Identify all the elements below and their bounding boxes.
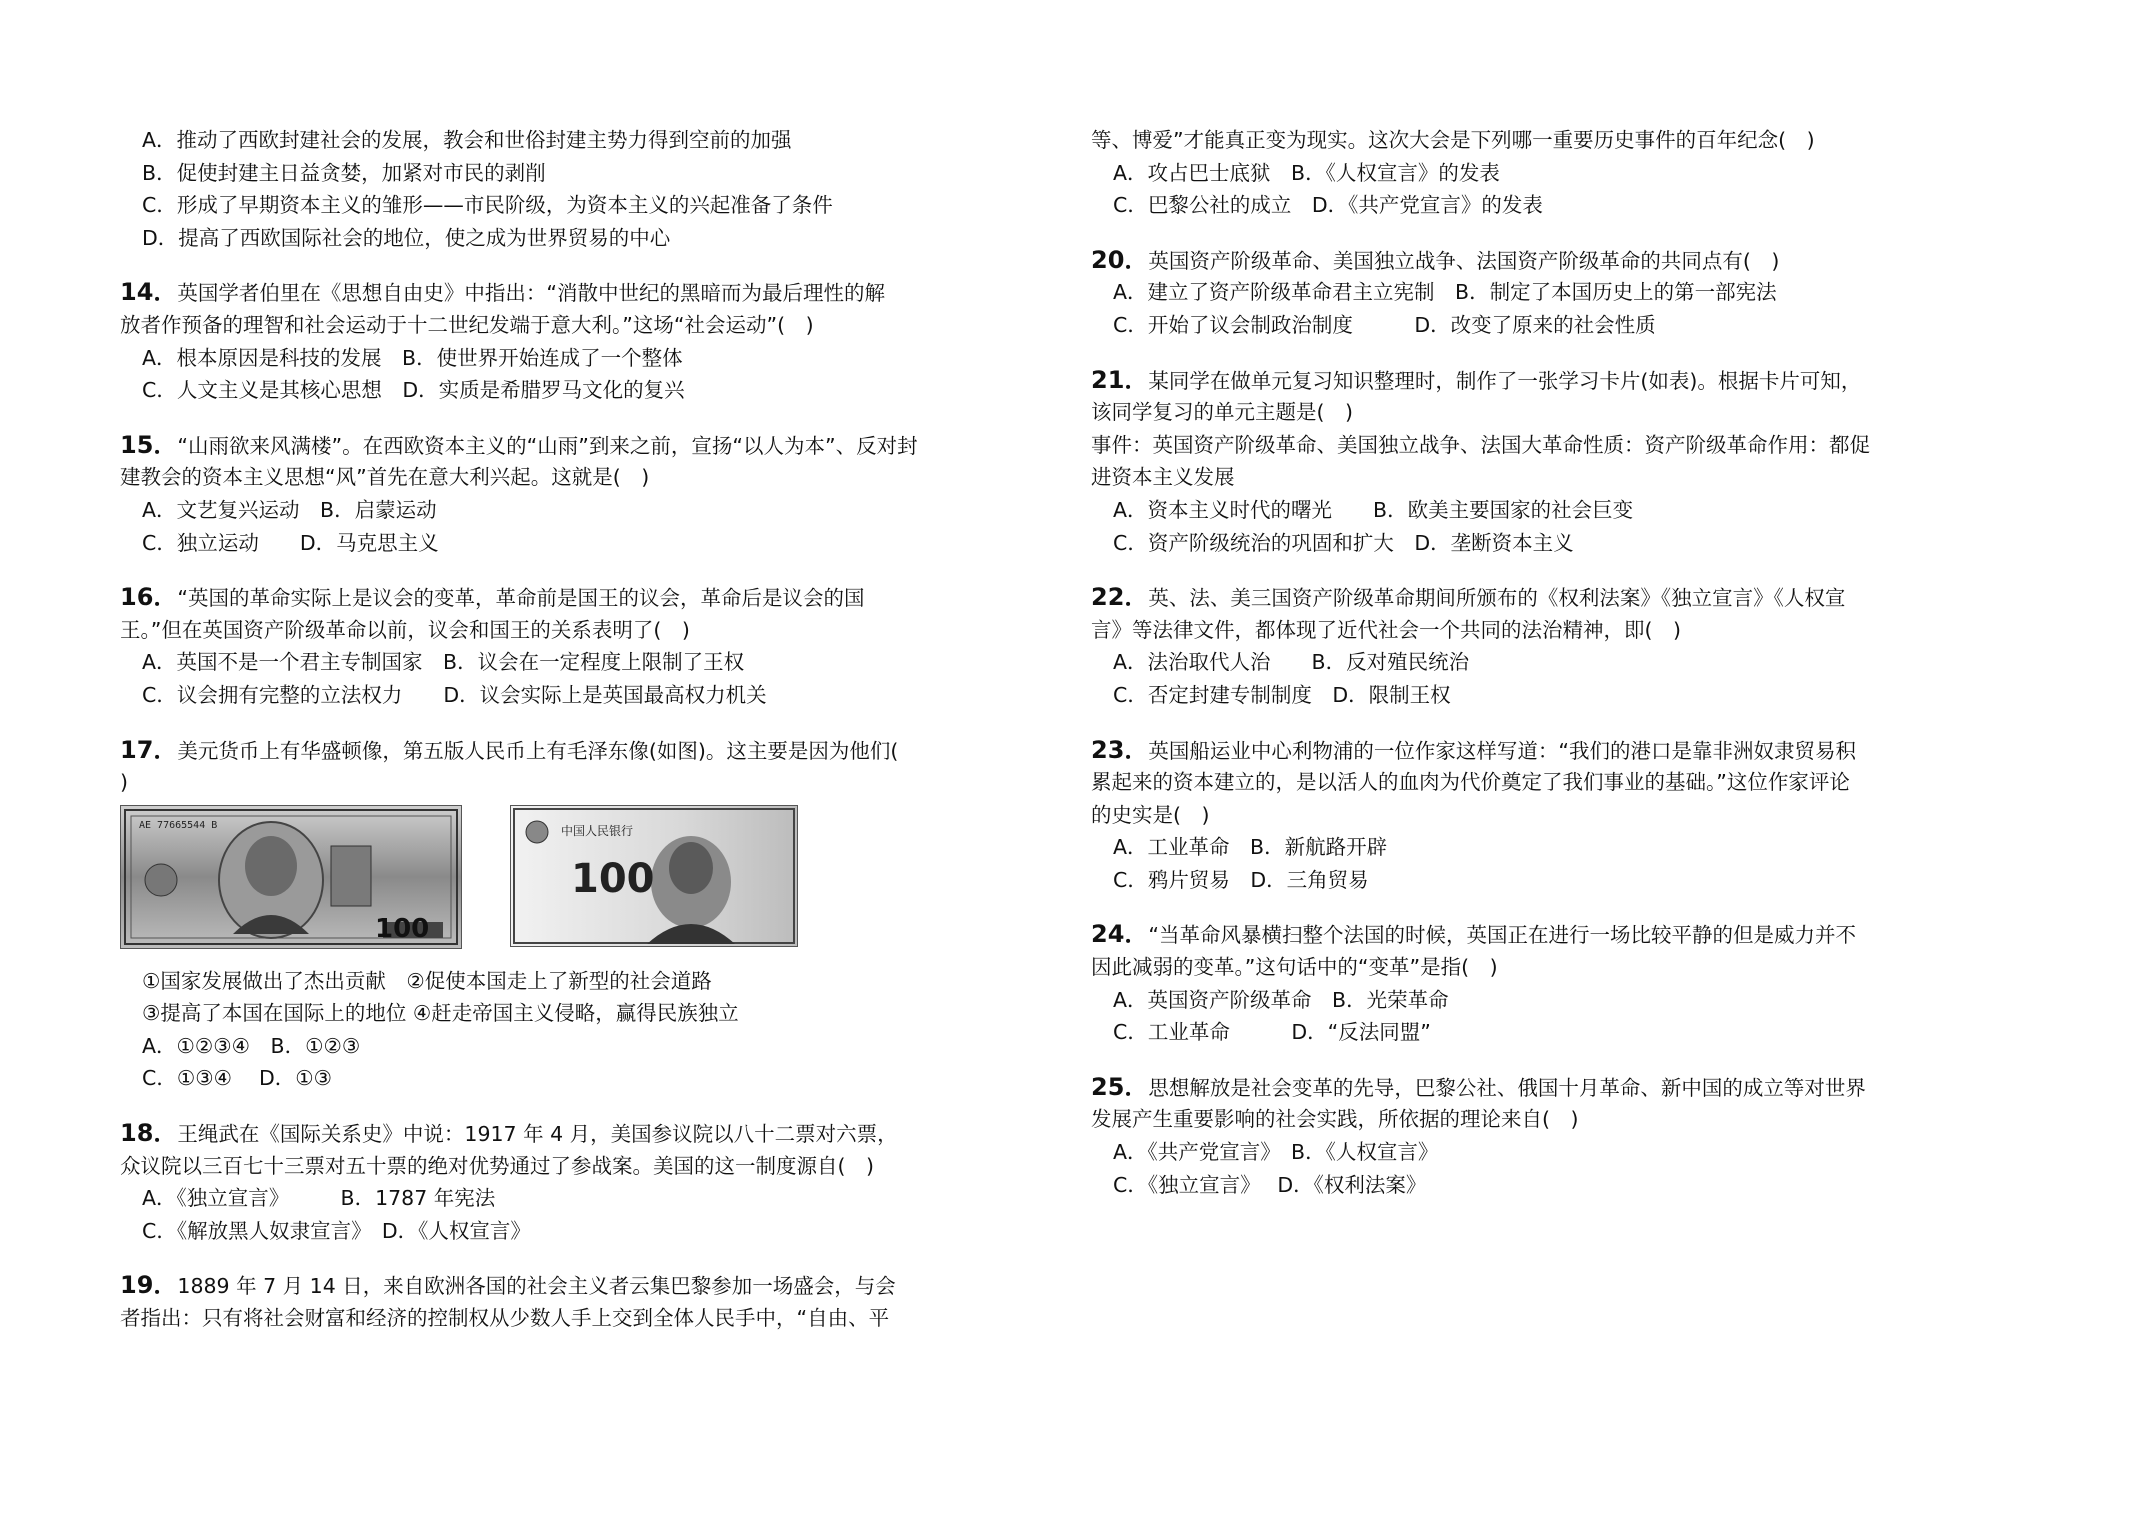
rmb-denomination: 100 (571, 855, 655, 902)
option-line: A．法治取代人治 B．反对殖民统治 (1113, 650, 1470, 675)
question-text: 思想解放是社会变革的先导，巴黎公社、俄国十月革命、新中国的成立等对世界 (1148, 1075, 1866, 1100)
option-line: C．巴黎公社的成立 D．《共产党宣言》的发表 (1113, 193, 1543, 218)
question-13-options (120, 124, 980, 254)
option-line: C．人文主义是其核心思想 D．实质是希腊罗马文化的复兴 (142, 378, 685, 403)
option-line: C．《解放黑人奴隶宣言》 D．《人权宣言》 (142, 1218, 531, 1243)
option-line: C．否定封建专制制度 D．限制王权 (1113, 682, 1451, 707)
question-text: 英、法、美三国资产阶级革命期间所颁布的《权利法案》《独立宣言》《人权宣 (1148, 586, 1846, 611)
question-text: 众议院以三百七十三票对五十票的绝对优势通过了参战案。美国的这一制度源自( ) (120, 1153, 874, 1178)
option-line: C．①③④ D．①③ (142, 1066, 333, 1091)
usd-denomination: 100 (375, 913, 430, 944)
option-d: D．提高了西欧国际社会的地位，使之成为世界贸易的中心 (142, 225, 671, 250)
question-number: 23． (1091, 735, 1149, 764)
option-line: A．攻占巴士底狱 B．《人权宣言》的发表 (1113, 160, 1500, 185)
rmb-bill-image (510, 805, 798, 947)
question-number: 21． (1091, 365, 1149, 394)
question-text: “英国的革命实际上是议会的变革，革命前是国王的议会，革命后是议会的国 (177, 586, 865, 611)
question-text: 者指出：只有将社会财富和经济的控制权从少数人手上交到全体人民手中，“自由、平 (120, 1306, 890, 1331)
right-column (1091, 124, 1951, 1201)
option-line: A．英国不是一个君主专制国家 B．议会在一定程度上限制了王权 (142, 650, 745, 675)
option-line: C．鸦片贸易 D．三角贸易 (1113, 867, 1369, 892)
question-text: 建教会的资本主义思想“风”首先在意大利兴起。这就是( ) (120, 465, 650, 490)
question-number: 25． (1091, 1072, 1149, 1101)
question-17 (120, 734, 980, 1096)
option-line: C．资产阶级统治的巩固和扩大 D．垄断资本主义 (1113, 530, 1574, 555)
question-text: 美元货币上有华盛顿像，第五版人民币上有毛泽东像(如图)。这主要是因为他们( (177, 738, 899, 763)
question-number: 18． (120, 1119, 178, 1148)
question-22 (1091, 581, 1951, 711)
question-number: 14． (120, 278, 178, 307)
question-text: 言》等法律文件，都体现了近代社会一个共同的法治精神，即( ) (1091, 617, 1681, 642)
question-19-continued (1091, 124, 1951, 222)
question-number: 17． (120, 735, 178, 764)
option-a: A．推动了西欧封建社会的发展，教会和世俗封建主势力得到空前的加强 (142, 128, 792, 152)
question-text: “当革命风暴横扫整个法国的时候，英国正在进行一场比较平静的但是威力并不 (1148, 923, 1857, 948)
question-text: 王。”但在英国资产阶级革命以前，议会和国王的关系表明了( ) (120, 617, 690, 642)
usd-serial-number: AE 77665544 B (139, 819, 218, 831)
left-column (120, 124, 980, 1335)
question-text: 因此减弱的变革。”这句话中的“变革”是指( ) (1091, 955, 1498, 980)
question-text: 放者作预备的理智和社会运动于十二世纪发端于意大利。”这场“社会运动”( ) (120, 312, 814, 337)
option-line: A．《共产党宣言》 B．《人权宣言》 (1113, 1140, 1439, 1165)
question-25 (1091, 1071, 1951, 1201)
study-card-text: 事件：英国资产阶级革命、美国独立战争、法国大革命性质：资产阶级革命作用：都促 (1091, 432, 1870, 457)
question-text: 累起来的资本建立的，是以活人的血肉为代价奠定了我们事业的基础。”这位作家评论 (1091, 770, 1850, 795)
question-number: 24． (1091, 920, 1149, 949)
option-line: A．建立了资产阶级革命君主立宪制 B．制定了本国历史上的第一部宪法 (1113, 280, 1777, 305)
question-19 (120, 1269, 980, 1334)
question-23 (1091, 734, 1951, 897)
option-line: A．根本原因是科技的发展 B．使世界开始连成了一个整体 (142, 345, 683, 370)
question-text: 1889 年 7 月 14 日，来自欧洲各国的社会主义者云集巴黎参加一场盛会，与会 (177, 1274, 896, 1299)
question-number: 20． (1091, 245, 1149, 274)
option-line: A．资本主义时代的曙光 B．欧美主要国家的社会巨变 (1113, 497, 1634, 522)
question-text: 英国学者伯里在《思想自由史》中指出：“消散中世纪的黑暗而为最后理性的解 (177, 281, 886, 306)
question-18 (120, 1117, 980, 1247)
question-15 (120, 429, 980, 559)
us-dollar-bill-image (120, 805, 462, 949)
option-line: C．工业革命 D．“反法同盟” (1113, 1020, 1431, 1045)
question-number: 22． (1091, 583, 1149, 612)
option-line: C．议会拥有完整的立法权力 D．议会实际上是英国最高权力机关 (142, 682, 767, 707)
option-line: A．英国资产阶级革命 B．光荣革命 (1113, 987, 1449, 1012)
option-c: C．形成了早期资本主义的雏形——市民阶级，为资本主义的兴起准备了条件 (142, 193, 833, 218)
option-line: C．开始了议会制政治制度 D．改变了原来的社会性质 (1113, 312, 1656, 337)
question-text: 王绳武在《国际关系史》中说：1917 年 4 月，美国参议院以八十二票对六票， (177, 1122, 898, 1147)
option-b: B．促使封建主日益贪婪，加紧对市民的剥削 (142, 160, 546, 185)
option-line: A．工业革命 B．新航路开辟 (1113, 835, 1388, 860)
option-line: A．①②③④ B．①②③ (142, 1033, 361, 1058)
option-line: C．《独立宣言》 D．《权利法案》 (1113, 1172, 1427, 1197)
question-text: “山雨欲来风满楼”。在西欧资本主义的“山雨”到来之前，宣扬“以人为本”、反对封 (177, 433, 918, 458)
question-text: 等、博爱”才能真正变为现实。这次大会是下列哪一重要历史事件的百年纪念( ) (1091, 128, 1815, 152)
question-21 (1091, 364, 1951, 560)
option-line: A．文艺复兴运动 B．启蒙运动 (142, 497, 437, 522)
question-text: 该同学复习的单元主题是( ) (1091, 400, 1353, 425)
option-line: C．独立运动 D．马克思主义 (142, 530, 439, 555)
question-20 (1091, 244, 1951, 342)
question-16 (120, 581, 980, 711)
question-24 (1091, 918, 1951, 1048)
question-text: 英国资产阶级革命、美国独立战争、法国资产阶级革命的共同点有( ) (1148, 248, 1780, 273)
rmb-bank-title: 中国人民银行 (561, 823, 634, 838)
question-text: ) (120, 770, 128, 795)
question-number: 19． (120, 1271, 178, 1300)
statement-line: ③提高了本国在国际上的地位 ④赶走帝国主义侵略，赢得民族独立 (142, 1001, 739, 1026)
question-number: 15． (120, 430, 178, 459)
question-text: 发展产生重要影响的社会实践，所依据的理论来自( ) (1091, 1107, 1579, 1132)
option-line: A．《独立宣言》 B．1787 年宪法 (142, 1186, 496, 1211)
currency-images (120, 805, 980, 955)
study-card-text: 进资本主义发展 (1091, 465, 1235, 490)
question-number: 16． (120, 583, 178, 612)
question-text: 某同学在做单元复习知识整理时，制作了一张学习卡片(如表)。根据卡片可知， (1148, 368, 1862, 393)
question-text: 的史实是( ) (1091, 802, 1210, 827)
question-14 (120, 276, 980, 406)
question-text: 英国船运业中心利物浦的一位作家这样写道：“我们的港口是靠非洲奴隶贸易积 (1148, 738, 1857, 763)
statement-line: ①国家发展做出了杰出贡献 ②促使本国走上了新型的社会道路 (142, 968, 712, 993)
